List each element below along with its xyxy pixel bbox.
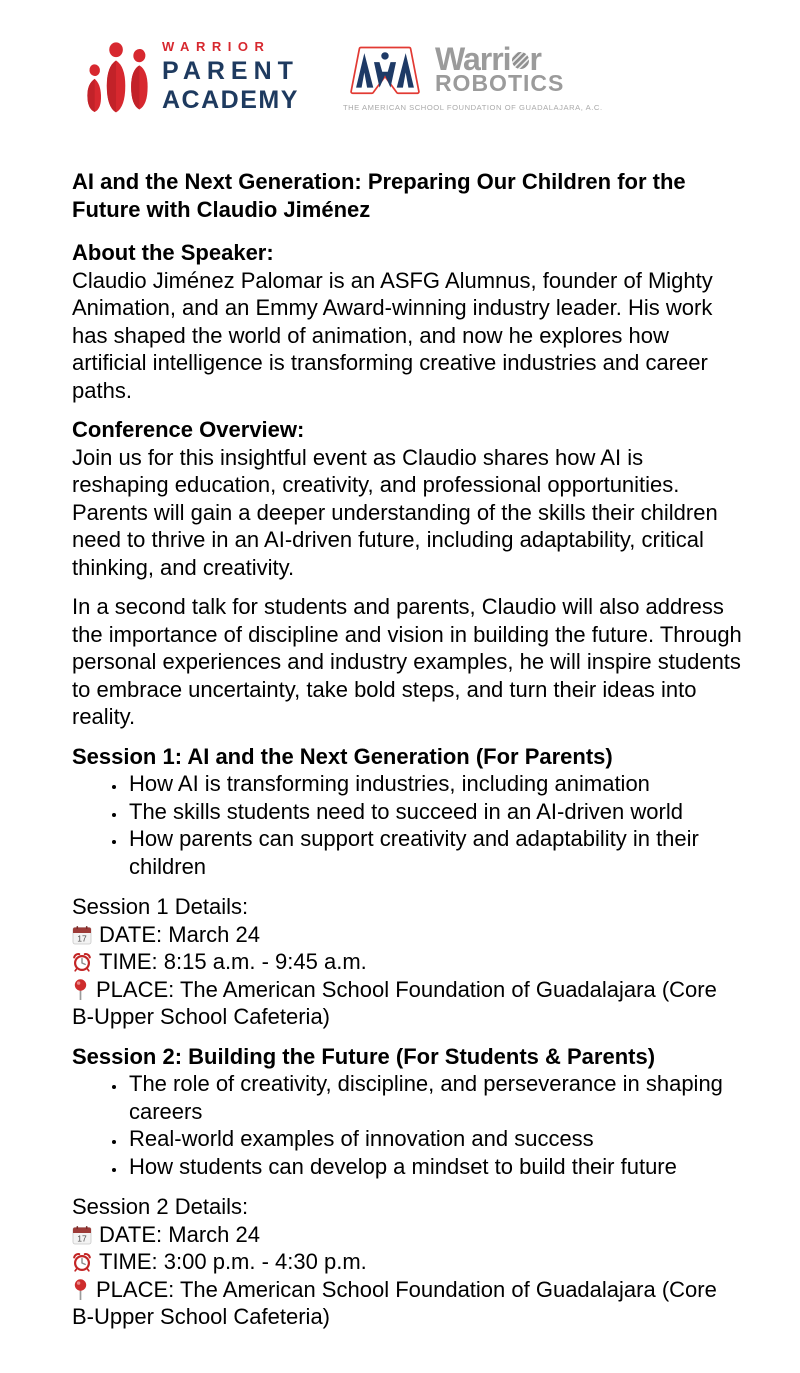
- session1-place-text: PLACE: The American School Foundation of Guadalajara (Core B-Upper School Cafeteria): [72, 976, 717, 1029]
- page-title: AI and the Next Generation: Preparing Our Children for the Future with Claudio Jiménez: [72, 169, 686, 222]
- asfg-tagline: THE AMERICAN SCHOOL FOUNDATION OF GUADALAJARA, A.C.: [342, 103, 603, 112]
- session2-details: [72, 1193, 744, 1331]
- svg-text:17: 17: [77, 933, 87, 944]
- wr-warrior-text: [434, 40, 564, 77]
- second-talk-body: In a second talk for students and parents, Claudio will also address the importance of discipline and vision in building the future. Through personal experiences and industry examples, he will inspire students to embrace uncertainty, take bold steps, and turn their ideas into reality.: [72, 594, 742, 729]
- wpa-parent-text: PARENT: [162, 56, 299, 85]
- list-item: • How AI is transforming industries, including animation: [127, 770, 744, 798]
- asfg-monogram-icon: [343, 40, 427, 98]
- list-item: • How parents can support creativity and adaptability in their children: [127, 825, 744, 880]
- session1-time-text: TIME: 8:15 a.m. - 9:45 a.m.: [99, 949, 367, 974]
- alarm-clock-icon: [72, 1252, 92, 1272]
- session1-date-line: [72, 921, 744, 949]
- wr-warrior-pre: Warri: [434, 40, 511, 77]
- conference-overview-body: Join us for this insightful event as Claudio shares how AI is reshaping education, creativity, and professional opportunities. Parents will gain a deeper understanding of the skills their children need to thrive in an AI-driven future, including adaptability, critical thinking, and creativity.: [72, 444, 718, 580]
- session2-place-line: [72, 1276, 744, 1331]
- session1-details-heading: Session 1 Details:: [72, 894, 249, 919]
- wr-robotics-text: ROBOTICS: [434, 69, 565, 96]
- round-pushpin-icon: [74, 979, 87, 1001]
- session1-heading: Session 1: AI and the Next Generation (For Parents): [72, 743, 613, 769]
- wpa-academy-text: ACADEMY: [162, 85, 299, 114]
- wpa-warrior-text: WARRIOR: [162, 38, 271, 54]
- calendar-icon: [72, 925, 92, 945]
- conference-overview-heading: Conference Overview:: [72, 417, 305, 442]
- session2-section: [72, 1043, 744, 1181]
- calendar-icon: [72, 1225, 92, 1245]
- list-item: • How students can develop a mindset to build their future: [127, 1153, 744, 1181]
- robot-eye-o-icon: [512, 52, 529, 69]
- session1-date-text: DATE: March 24: [99, 921, 260, 947]
- session2-date-text: DATE: March 24: [99, 1221, 260, 1247]
- list-item: • The role of creativity, discipline, and perseverance in shaping careers: [127, 1070, 744, 1125]
- wr-warrior-post: r: [529, 40, 541, 77]
- warrior-robotics-logo: [343, 40, 603, 112]
- session2-place-text: PLACE: The American School Foundation of Guadalajara (Core B-Upper School Cafeteria): [72, 1276, 717, 1329]
- round-pushpin-icon: [74, 1279, 87, 1301]
- session2-bullet-list: [72, 1070, 744, 1180]
- conference-overview-section: [72, 416, 744, 581]
- warrior-parent-academy-logo: [84, 39, 299, 113]
- flyer-content: [72, 168, 744, 1331]
- warrior-robotics-wordmark: [434, 40, 565, 96]
- about-speaker-section: [72, 239, 744, 404]
- list-item: • The skills students need to succeed in an AI-driven world: [127, 798, 744, 826]
- second-talk-paragraph: [72, 593, 744, 731]
- session1-section: [72, 743, 744, 881]
- session1-time-line: [72, 948, 744, 976]
- session2-date-line: [72, 1221, 744, 1249]
- alarm-clock-icon: [72, 952, 92, 972]
- session1-place-line: [72, 976, 744, 1031]
- list-item: • Real-world examples of innovation and success: [127, 1125, 744, 1153]
- about-speaker-heading: About the Speaker:: [72, 240, 274, 265]
- session2-time-line: [72, 1248, 744, 1276]
- session1-details: [72, 893, 744, 1031]
- about-speaker-body: Claudio Jiménez Palomar is an ASFG Alumnus, founder of Mighty Animation, and an Emmy Award-winning industry leader. His work has shaped the world of animation, and now he explores how artificial intelligence is transforming creative industries and career paths.: [72, 267, 713, 403]
- session2-time-text: TIME: 3:00 p.m. - 4:30 p.m.: [99, 1249, 367, 1274]
- session2-heading: Session 2: Building the Future (For Students & Parents): [72, 1043, 656, 1069]
- svg-text:17: 17: [77, 1233, 87, 1244]
- session1-bullet-list: [72, 770, 744, 880]
- header-logos: [84, 36, 742, 116]
- session2-details-heading: Session 2 Details:: [72, 1194, 249, 1219]
- warrior-parent-academy-wordmark: [162, 40, 299, 113]
- people-figures-icon: [84, 39, 152, 113]
